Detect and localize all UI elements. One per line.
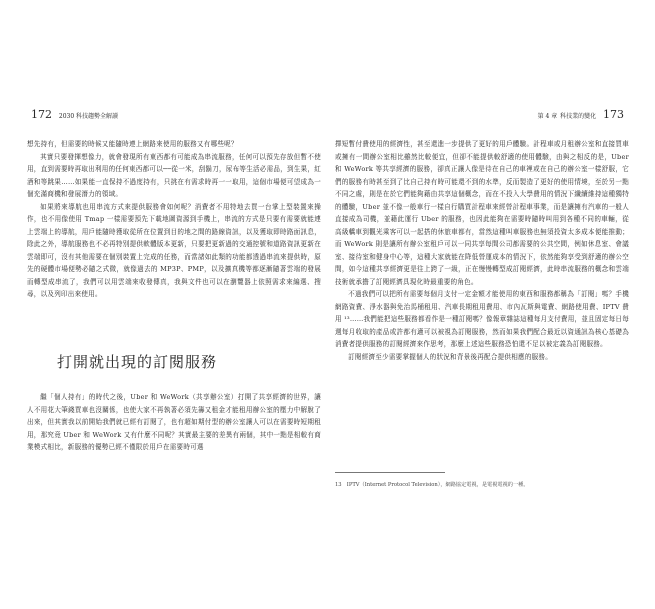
left-paragraph-2: 其實只要發揮想像力，就會發現所有東西都有可能成為串流服務，任何可以預先存放但暫不使用，直到需要時再取出利用的任何東西都可以──從一米，刮鬍刀，尿布等生活必需品，到生果，紅酒和等跳果……如果能一直保持不過度持有，只挑在有需求時再一一取用，這個市場便可望成為一個充滿商機和發展潛力的領域。 — [27, 152, 321, 198]
left-paragraph-4: 繼「個人持有」的時代之後，Uber 和 WeWork（共享辦公室）打開了共享經濟的世界，讓人不用花大筆錢買車也沒關係，也使大家不再執著必須先籌又租金才能租用辦公室的壓力中解脫了出來，但其實我以前開始我們就已經有訂閱了，也有超如期付型的辦公室讓人可以在需要時短期租用，那究竟 Uber 和 WeWork 又有什麼不同呢？其實最主要的差異有兩個，其中一點是相較有商業模式相比，新服務的優勢已經不僅限於用戶在需要時可選 — [27, 393, 321, 451]
right-chapter-label: 第 4 章 — [537, 113, 558, 120]
right-paragraph-1: 擇短暫付費使用的經濟性，甚至還進一步提供了更好的用戶體驗。計程車或月租辦公室和直接買車或擁有一間辦公室相比雖然比較便宜，但卻不能提供較舒適的使用體驗，由與之相反的是，Uber 和 WeWork 等共享經濟的服務，卻真正讓人像是待在自己的車裡或在自己的辦公室一樣舒服，它們的服務有時甚至到了比自己持有時可能還不到的水準，反而製造了更好的使用情境，至於另一點不同之處，則是在於它們能夠藉由共享這個概念，而在不投入大學費用的情況下纖續維持這種獨特的體驗，Uber 並不像一般車行一樣自行購買計程車來經營計程車事業，而是讓擁有汽車的一般人直接成為司機，並藉此運行 Uber 的服務，也因此能夠在需要時隨時叫用到各種不同的車輛，從高級轎車到觀光乘客可以一起搭的休旅車都有，當然這種叫車服務也無須投資太多成本便能推動；而 WeWork 則是讓所有辦公室租戶可以一同共享每間公司都需要的公共空間，例如休息室、會議室、接待室和健身中心等，這種大家就能在降低營運成本的情況下，依然能夠享受到舒適的辦公空間，如今這種共享經濟更是往上跨了一級，正在慢慢轉型成訂閱經濟，此時串流服務的概念和雲端技術就承擔了訂閱經濟具現化時最重要的角色。 — [335, 140, 629, 286]
right-paragraph-3: 訂閱經濟至少需要掌握個人的狀況和背景後再配合提供相應的服務。 — [348, 352, 553, 361]
left-paragraph-1: 想先持有，但需要的時候又能隨時連上網路來使用的服務又有哪些呢？ — [27, 140, 238, 148]
section-heading: 打開就出現的訂閱服務 — [57, 353, 218, 371]
footnote-divider — [335, 472, 445, 473]
right-running-title: 科技業的變化 — [560, 113, 597, 120]
right-body — [335, 138, 629, 363]
left-running-header — [27, 108, 118, 121]
left-page-number: 172 — [31, 108, 52, 121]
right-paragraph-2: 不過我們可以把所有需要每個月支付一定金額才能使用的東西和服務都稱為「訂閱」嗎？手機網路資費、淨水器與免治馬桶租用、汽車長期租用費用、市內瓦斯與電費、網路使用費、IPTV 費用 ¹³……我們能把這些服務都看作是一種訂閱嗎？像報章雜誌這種每月支付費用，並且固定每日每週每月收取的產品或許都有適可以被視為訂閱服務，然而如果我們配合最近以資通訊為核心基礎為消費者提供服務的訂閱經濟來作思考，那麼上述這些服務恐怕還不足以被定義為訂閱服務。 — [335, 290, 629, 348]
left-paragraph-3: 如果將來導航也用串流方式來提供服務會如何呢？消費者不用特地去買一台掌上型裝置來操作，也不用像使用 Tmap 一樣需要預先下載地圖資源到手機上，串流的方式是只要有需要就能連上雲端上的導航，用戶能隨時獲取從所在位置到目的地之間的路線資訊，以及獲取即時路面訊息，除此之外，導航服務也不必再特別提供軟體版本更新，只要把更新過的交通控號和道路資訊更新在雲端即可，沒有其他需要在個別裝置上完成的任務，而當諸如此類的功能都透過串流來提供時，原先的硬體市場便勢必隨之式微，就像過去的 MP3P、PMP，以及擴真機等都逐漸隨著雲端的發展而轉型成串流了，我們可以用雲端來收發傳真，我與文件也可以在瀏覽器上依照需求來編選、搜尋，以及列印出來使用。 — [27, 202, 321, 298]
right-page-number: 173 — [603, 108, 624, 121]
right-running-header — [538, 108, 628, 121]
left-running-title: 2030 科技趨勢全解讀 — [58, 113, 119, 120]
left-body-top — [27, 138, 321, 301]
left-body-bottom — [27, 391, 321, 454]
footnote: 13 IPTV（Internet Protocol Television），網路協定電視，是電視電視的一種。 — [335, 482, 529, 488]
